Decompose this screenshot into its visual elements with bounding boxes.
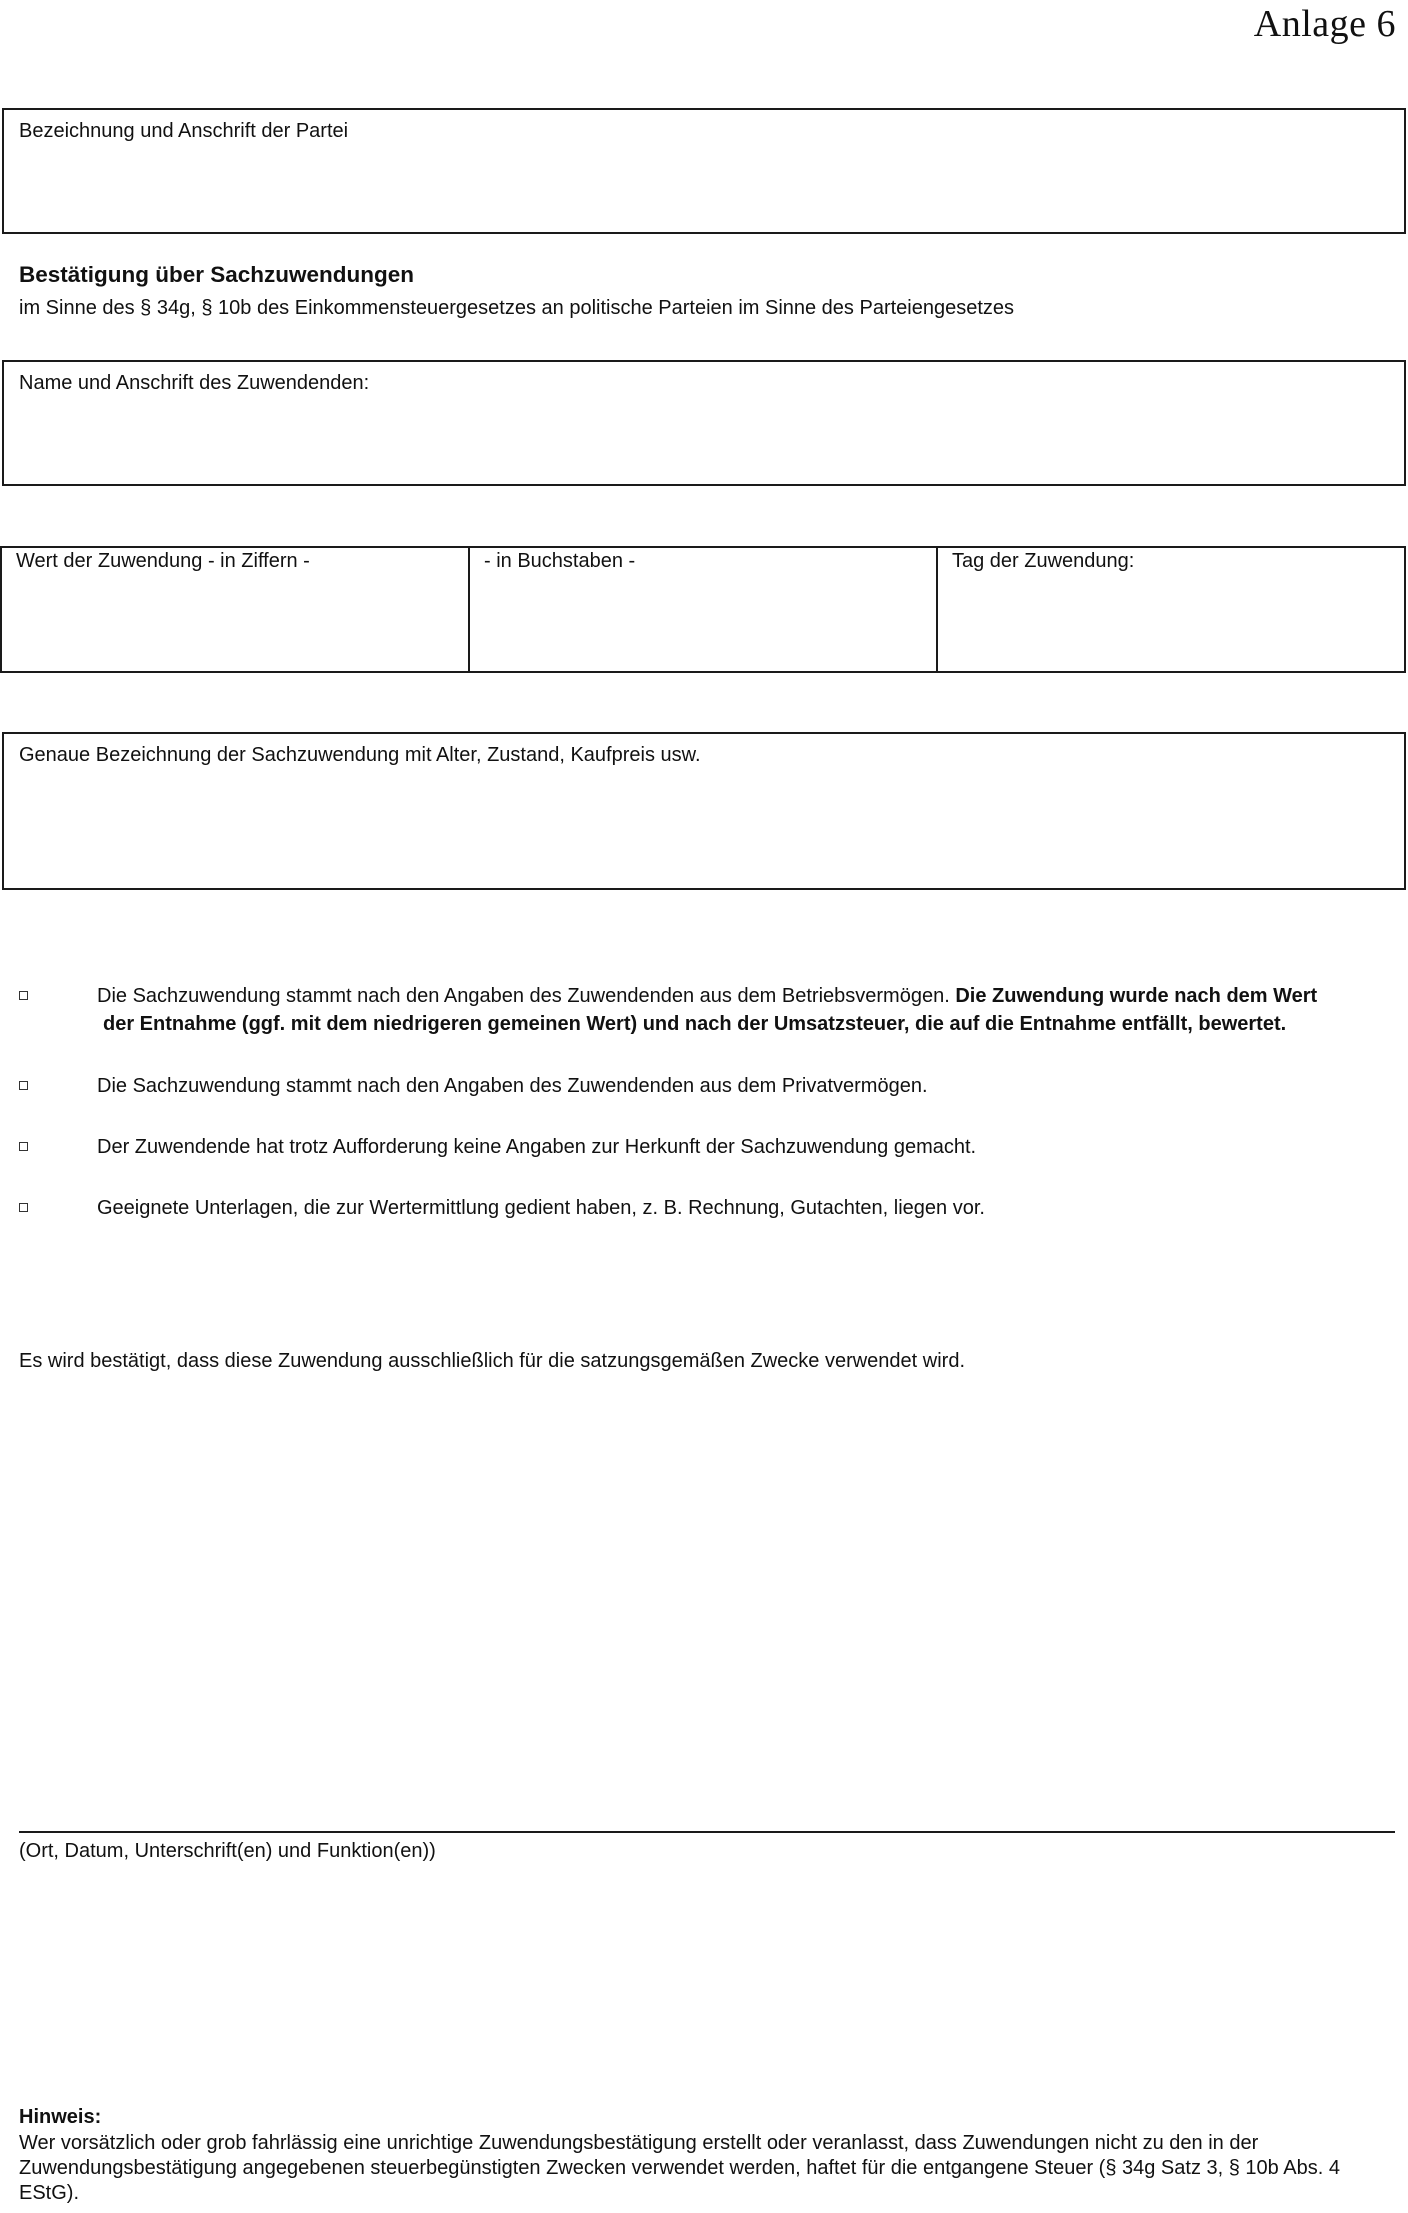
donor-box-label: Name und Anschrift des Zuwendenden: bbox=[19, 372, 370, 394]
donation-date-box[interactable] bbox=[936, 546, 1406, 673]
notice-text: Wer vorsätzlich oder grob fahrlässig eine unrichtige Zuwendungsbestätigung erstellt oder veranlasst, dass Zuwendungen nicht zu den in der Zuwendungsbestätigung angegebenen steuerbegünstigten Zwecken verwendet werden, haftet für die entgangene Steuer (§ 34g Satz 3, § 10b Abs. 4 EStG). bbox=[19, 2132, 1340, 2204]
value-digits-box[interactable] bbox=[0, 546, 470, 673]
signature-label: (Ort, Datum, Unterschrift(en) und Funktion(en)) bbox=[19, 1840, 436, 1862]
donor-box[interactable] bbox=[2, 360, 1406, 486]
option-business-assets-bold-line: der Entnahme (ggf. mit dem niedrigeren gemeinen Wert) und nach der Umsatzsteuer, die auf die Entnahme entfällt, bewertet. bbox=[103, 1013, 1287, 1035]
option-documents-available-checkbox[interactable] bbox=[19, 1203, 28, 1212]
value-letters-label: - in Buchstaben - bbox=[484, 550, 636, 572]
annex-label: Anlage 6 bbox=[1253, 3, 1396, 45]
option-documents-available-text: Geeignete Unterlagen, die zur Wertermittlung gedient haben, z. B. Rechnung, Gutachten, liegen vor. bbox=[97, 1197, 985, 1219]
value-digits-label: Wert der Zuwendung - in Ziffern - bbox=[16, 550, 310, 572]
form-subtitle: im Sinne des § 34g, § 10b des Einkommensteuergesetzes an politische Parteien im Sinne des Parteiengesetzes bbox=[19, 297, 1015, 319]
option-business-assets-checkbox[interactable] bbox=[19, 991, 28, 1000]
party-box-label: Bezeichnung und Anschrift der Partei bbox=[19, 120, 349, 142]
value-letters-box[interactable] bbox=[468, 546, 938, 673]
option-private-assets bbox=[19, 1072, 1389, 1102]
option-private-assets-checkbox[interactable] bbox=[19, 1081, 28, 1090]
option-business-assets bbox=[19, 982, 1389, 1042]
confirmation-text: Es wird bestätigt, dass diese Zuwendung ausschließlich für die satzungsgemäßen Zwecke verwendet wird. bbox=[19, 1350, 966, 1372]
description-box[interactable] bbox=[2, 732, 1406, 890]
signature-line[interactable] bbox=[19, 1831, 1395, 1833]
option-business-assets-text: Die Sachzuwendung stammt nach den Angaben des Zuwendenden aus dem Betriebsvermögen. Die Zuwendung wurde nach dem Wert bbox=[97, 985, 1318, 1007]
option-private-assets-text: Die Sachzuwendung stammt nach den Angaben des Zuwendenden aus dem Privatvermögen. bbox=[97, 1075, 928, 1097]
option-no-origin-info-checkbox[interactable] bbox=[19, 1142, 28, 1151]
description-box-label: Genaue Bezeichnung der Sachzuwendung mit Alter, Zustand, Kaufpreis usw. bbox=[19, 744, 701, 766]
party-box[interactable] bbox=[2, 108, 1406, 234]
option-documents-available bbox=[19, 1194, 1389, 1224]
option-no-origin-info bbox=[19, 1133, 1389, 1163]
donation-date-label: Tag der Zuwendung: bbox=[952, 550, 1135, 572]
option-no-origin-info-text: Der Zuwendende hat trotz Aufforderung keine Angaben zur Herkunft der Sachzuwendung gemacht. bbox=[97, 1136, 977, 1158]
notice-title: Hinweis: bbox=[19, 2106, 102, 2128]
form-title: Bestätigung über Sachzuwendungen bbox=[19, 262, 415, 287]
